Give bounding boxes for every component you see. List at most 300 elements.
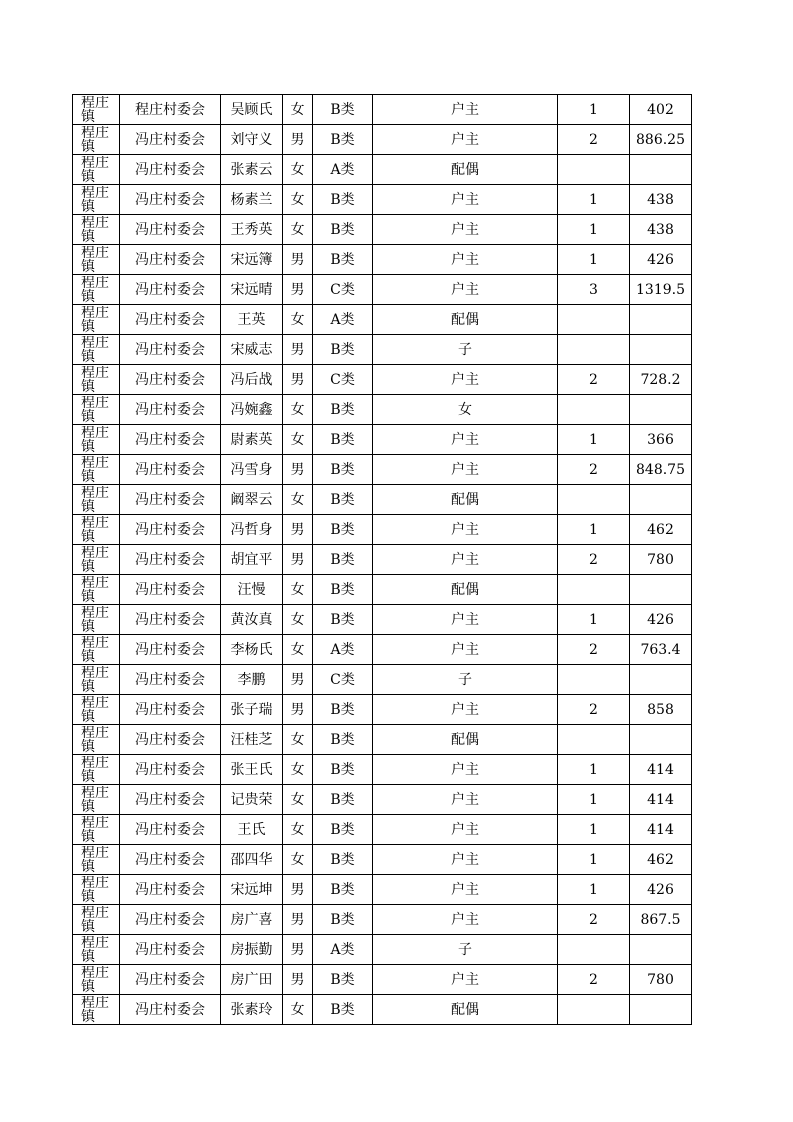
- category-cell: B类: [313, 125, 373, 155]
- name-cell: 宋远簿: [221, 245, 283, 275]
- relation-cell: 户主: [373, 695, 558, 725]
- name-cell: 李鹏: [221, 665, 283, 695]
- count-cell: 1: [558, 845, 630, 875]
- category-cell: B类: [313, 875, 373, 905]
- table-row: [73, 245, 692, 275]
- name-cell: 房广田: [221, 965, 283, 995]
- gender-cell: 男: [283, 515, 313, 545]
- village-cell: 冯庄村委会: [120, 335, 221, 365]
- count-cell: 1: [558, 425, 630, 455]
- relation-cell: 户主: [373, 425, 558, 455]
- count-cell: 1: [558, 815, 630, 845]
- village-cell: 冯庄村委会: [120, 485, 221, 515]
- relation-cell: 配偶: [373, 155, 558, 185]
- gender-cell: 女: [283, 635, 313, 665]
- amount-cell: 462: [630, 515, 692, 545]
- gender-cell: 女: [283, 305, 313, 335]
- town-text: 程庄镇: [81, 606, 109, 634]
- table-row: [73, 335, 692, 365]
- town-cell: [73, 425, 120, 455]
- amount-cell: 780: [630, 965, 692, 995]
- town-text: 程庄镇: [81, 636, 109, 664]
- town-text: 程庄镇: [81, 666, 109, 694]
- town-text: 程庄镇: [81, 846, 109, 874]
- relation-cell: 户主: [373, 875, 558, 905]
- amount-cell: 728.2: [630, 365, 692, 395]
- relation-cell: 子: [373, 665, 558, 695]
- category-cell: C类: [313, 665, 373, 695]
- name-cell: 刘守义: [221, 125, 283, 155]
- village-cell: 冯庄村委会: [120, 185, 221, 215]
- village-cell: 冯庄村委会: [120, 695, 221, 725]
- town-text: 程庄镇: [81, 756, 109, 784]
- amount-cell: 414: [630, 755, 692, 785]
- town-cell: [73, 515, 120, 545]
- table-row: [73, 605, 692, 635]
- relation-cell: 户主: [373, 365, 558, 395]
- count-cell: 1: [558, 875, 630, 905]
- name-cell: 汪桂芝: [221, 725, 283, 755]
- amount-cell: [630, 935, 692, 965]
- gender-cell: 男: [283, 935, 313, 965]
- village-cell: 冯庄村委会: [120, 305, 221, 335]
- name-cell: 张子瑞: [221, 695, 283, 725]
- table-row: [73, 755, 692, 785]
- town-text: 程庄镇: [81, 456, 109, 484]
- gender-cell: 女: [283, 845, 313, 875]
- count-cell: [558, 485, 630, 515]
- name-cell: 冯后战: [221, 365, 283, 395]
- name-cell: 阚翠云: [221, 485, 283, 515]
- count-cell: 2: [558, 965, 630, 995]
- town-cell: [73, 845, 120, 875]
- name-cell: 冯婉鑫: [221, 395, 283, 425]
- category-cell: A类: [313, 305, 373, 335]
- category-cell: B类: [313, 215, 373, 245]
- category-cell: B类: [313, 455, 373, 485]
- village-cell: 冯庄村委会: [120, 905, 221, 935]
- table-row: [73, 995, 692, 1025]
- town-cell: [73, 395, 120, 425]
- amount-cell: 763.4: [630, 635, 692, 665]
- count-cell: 1: [558, 785, 630, 815]
- count-cell: [558, 305, 630, 335]
- category-cell: B类: [313, 845, 373, 875]
- town-text: 程庄镇: [81, 906, 109, 934]
- category-cell: B类: [313, 95, 373, 125]
- village-cell: 冯庄村委会: [120, 605, 221, 635]
- amount-cell: 426: [630, 875, 692, 905]
- table-row: [73, 125, 692, 155]
- village-cell: 冯庄村委会: [120, 365, 221, 395]
- relation-cell: 子: [373, 935, 558, 965]
- village-cell: 冯庄村委会: [120, 935, 221, 965]
- table-row: [73, 725, 692, 755]
- village-cell: 冯庄村委会: [120, 965, 221, 995]
- name-cell: 张素云: [221, 155, 283, 185]
- town-cell: [73, 545, 120, 575]
- amount-cell: 366: [630, 425, 692, 455]
- relation-cell: 配偶: [373, 575, 558, 605]
- table-row: [73, 395, 692, 425]
- amount-cell: 402: [630, 95, 692, 125]
- name-cell: 张素玲: [221, 995, 283, 1025]
- name-cell: 房振勤: [221, 935, 283, 965]
- gender-cell: 男: [283, 545, 313, 575]
- gender-cell: 男: [283, 455, 313, 485]
- amount-cell: 438: [630, 215, 692, 245]
- town-text: 程庄镇: [81, 336, 109, 364]
- amount-cell: 886.25: [630, 125, 692, 155]
- relation-cell: 户主: [373, 785, 558, 815]
- village-cell: 冯庄村委会: [120, 215, 221, 245]
- table-row: [73, 635, 692, 665]
- amount-cell: 1319.5: [630, 275, 692, 305]
- table-row: [73, 215, 692, 245]
- table-row: [73, 935, 692, 965]
- name-cell: 汪慢: [221, 575, 283, 605]
- table-row: [73, 95, 692, 125]
- count-cell: 2: [558, 695, 630, 725]
- name-cell: 尉素英: [221, 425, 283, 455]
- count-cell: 2: [558, 905, 630, 935]
- count-cell: 2: [558, 545, 630, 575]
- town-text: 程庄镇: [81, 366, 109, 394]
- amount-cell: [630, 305, 692, 335]
- relation-cell: 子: [373, 335, 558, 365]
- category-cell: A类: [313, 635, 373, 665]
- count-cell: [558, 395, 630, 425]
- category-cell: C类: [313, 275, 373, 305]
- count-cell: [558, 335, 630, 365]
- relation-cell: 户主: [373, 545, 558, 575]
- town-cell: [73, 605, 120, 635]
- town-text: 程庄镇: [81, 966, 109, 994]
- relation-cell: 户主: [373, 755, 558, 785]
- category-cell: B类: [313, 965, 373, 995]
- town-text: 程庄镇: [81, 576, 109, 604]
- category-cell: C类: [313, 365, 373, 395]
- village-cell: 程庄村委会: [120, 95, 221, 125]
- relation-cell: 户主: [373, 845, 558, 875]
- gender-cell: 男: [283, 275, 313, 305]
- village-cell: 冯庄村委会: [120, 635, 221, 665]
- roster-table: [72, 94, 692, 1025]
- town-cell: [73, 215, 120, 245]
- town-cell: [73, 965, 120, 995]
- relation-cell: 女: [373, 395, 558, 425]
- town-text: 程庄镇: [81, 126, 109, 154]
- relation-cell: 户主: [373, 815, 558, 845]
- count-cell: 1: [558, 515, 630, 545]
- relation-cell: 配偶: [373, 305, 558, 335]
- category-cell: B类: [313, 575, 373, 605]
- village-cell: 冯庄村委会: [120, 515, 221, 545]
- relation-cell: 户主: [373, 905, 558, 935]
- name-cell: 黄汝真: [221, 605, 283, 635]
- table-row: [73, 365, 692, 395]
- category-cell: B类: [313, 395, 373, 425]
- category-cell: B类: [313, 755, 373, 785]
- name-cell: 宋远坤: [221, 875, 283, 905]
- village-cell: 冯庄村委会: [120, 755, 221, 785]
- count-cell: 1: [558, 185, 630, 215]
- town-text: 程庄镇: [81, 726, 109, 754]
- relation-cell: 户主: [373, 965, 558, 995]
- town-text: 程庄镇: [81, 486, 109, 514]
- count-cell: [558, 575, 630, 605]
- town-text: 程庄镇: [81, 396, 109, 424]
- town-text: 程庄镇: [81, 156, 109, 184]
- amount-cell: 848.75: [630, 455, 692, 485]
- town-text: 程庄镇: [81, 96, 109, 124]
- relation-cell: 户主: [373, 605, 558, 635]
- category-cell: B类: [313, 725, 373, 755]
- town-cell: [73, 755, 120, 785]
- gender-cell: 男: [283, 965, 313, 995]
- village-cell: 冯庄村委会: [120, 575, 221, 605]
- town-text: 程庄镇: [81, 786, 109, 814]
- relation-cell: 户主: [373, 515, 558, 545]
- count-cell: 2: [558, 125, 630, 155]
- category-cell: A类: [313, 155, 373, 185]
- count-cell: 2: [558, 365, 630, 395]
- gender-cell: 男: [283, 665, 313, 695]
- count-cell: [558, 935, 630, 965]
- relation-cell: 配偶: [373, 725, 558, 755]
- gender-cell: 女: [283, 755, 313, 785]
- gender-cell: 女: [283, 425, 313, 455]
- amount-cell: [630, 155, 692, 185]
- count-cell: 1: [558, 245, 630, 275]
- name-cell: 冯雪身: [221, 455, 283, 485]
- town-cell: [73, 365, 120, 395]
- category-cell: B类: [313, 905, 373, 935]
- count-cell: [558, 665, 630, 695]
- table-row: [73, 425, 692, 455]
- relation-cell: 户主: [373, 275, 558, 305]
- count-cell: [558, 995, 630, 1025]
- town-cell: [73, 995, 120, 1025]
- gender-cell: 女: [283, 395, 313, 425]
- town-text: 程庄镇: [81, 276, 109, 304]
- town-cell: [73, 815, 120, 845]
- amount-cell: 438: [630, 185, 692, 215]
- gender-cell: 男: [283, 335, 313, 365]
- table-row: [73, 905, 692, 935]
- village-cell: 冯庄村委会: [120, 995, 221, 1025]
- category-cell: B类: [313, 515, 373, 545]
- amount-cell: [630, 575, 692, 605]
- gender-cell: 女: [283, 725, 313, 755]
- amount-cell: [630, 725, 692, 755]
- name-cell: 宋威志: [221, 335, 283, 365]
- gender-cell: 女: [283, 785, 313, 815]
- gender-cell: 男: [283, 245, 313, 275]
- village-cell: 冯庄村委会: [120, 815, 221, 845]
- category-cell: B类: [313, 545, 373, 575]
- town-cell: [73, 635, 120, 665]
- town-cell: [73, 275, 120, 305]
- town-cell: [73, 785, 120, 815]
- table-row: [73, 305, 692, 335]
- relation-cell: 配偶: [373, 995, 558, 1025]
- name-cell: 王英: [221, 305, 283, 335]
- table-row: [73, 185, 692, 215]
- category-cell: B类: [313, 485, 373, 515]
- gender-cell: 女: [283, 485, 313, 515]
- town-cell: [73, 455, 120, 485]
- town-cell: [73, 935, 120, 965]
- amount-cell: 858: [630, 695, 692, 725]
- gender-cell: 女: [283, 815, 313, 845]
- table-row: [73, 485, 692, 515]
- count-cell: [558, 725, 630, 755]
- town-cell: [73, 95, 120, 125]
- town-cell: [73, 185, 120, 215]
- name-cell: 记贵荣: [221, 785, 283, 815]
- count-cell: 3: [558, 275, 630, 305]
- town-cell: [73, 905, 120, 935]
- table-row: [73, 785, 692, 815]
- village-cell: 冯庄村委会: [120, 425, 221, 455]
- gender-cell: 男: [283, 365, 313, 395]
- village-cell: 冯庄村委会: [120, 395, 221, 425]
- relation-cell: 户主: [373, 95, 558, 125]
- name-cell: 张王氏: [221, 755, 283, 785]
- name-cell: 李杨氏: [221, 635, 283, 665]
- table-row: [73, 695, 692, 725]
- amount-cell: [630, 485, 692, 515]
- town-text: 程庄镇: [81, 426, 109, 454]
- amount-cell: 780: [630, 545, 692, 575]
- gender-cell: 女: [283, 605, 313, 635]
- category-cell: B类: [313, 605, 373, 635]
- table-row: [73, 545, 692, 575]
- category-cell: B类: [313, 335, 373, 365]
- gender-cell: 男: [283, 695, 313, 725]
- relation-cell: 户主: [373, 125, 558, 155]
- name-cell: 王秀英: [221, 215, 283, 245]
- gender-cell: 女: [283, 995, 313, 1025]
- amount-cell: 426: [630, 605, 692, 635]
- town-text: 程庄镇: [81, 936, 109, 964]
- town-cell: [73, 665, 120, 695]
- town-text: 程庄镇: [81, 696, 109, 724]
- gender-cell: 女: [283, 215, 313, 245]
- amount-cell: 867.5: [630, 905, 692, 935]
- name-cell: 王氏: [221, 815, 283, 845]
- count-cell: 1: [558, 95, 630, 125]
- name-cell: 冯哲身: [221, 515, 283, 545]
- amount-cell: 414: [630, 785, 692, 815]
- town-text: 程庄镇: [81, 246, 109, 274]
- town-text: 程庄镇: [81, 996, 109, 1024]
- category-cell: A类: [313, 935, 373, 965]
- town-text: 程庄镇: [81, 546, 109, 574]
- village-cell: 冯庄村委会: [120, 155, 221, 185]
- count-cell: 2: [558, 635, 630, 665]
- town-cell: [73, 155, 120, 185]
- town-cell: [73, 695, 120, 725]
- amount-cell: [630, 335, 692, 365]
- village-cell: 冯庄村委会: [120, 665, 221, 695]
- category-cell: B类: [313, 425, 373, 455]
- table-row: [73, 575, 692, 605]
- category-cell: B类: [313, 695, 373, 725]
- table-row: [73, 155, 692, 185]
- town-cell: [73, 245, 120, 275]
- relation-cell: 户主: [373, 635, 558, 665]
- name-cell: 杨素兰: [221, 185, 283, 215]
- name-cell: 邵四华: [221, 845, 283, 875]
- category-cell: B类: [313, 785, 373, 815]
- category-cell: B类: [313, 815, 373, 845]
- amount-cell: [630, 995, 692, 1025]
- relation-cell: 户主: [373, 215, 558, 245]
- village-cell: 冯庄村委会: [120, 785, 221, 815]
- category-cell: B类: [313, 245, 373, 275]
- table-row: [73, 455, 692, 485]
- amount-cell: 414: [630, 815, 692, 845]
- village-cell: 冯庄村委会: [120, 845, 221, 875]
- name-cell: 胡宜平: [221, 545, 283, 575]
- count-cell: 1: [558, 755, 630, 785]
- town-cell: [73, 485, 120, 515]
- category-cell: B类: [313, 995, 373, 1025]
- table-row: [73, 275, 692, 305]
- count-cell: 2: [558, 455, 630, 485]
- village-cell: 冯庄村委会: [120, 545, 221, 575]
- town-cell: [73, 335, 120, 365]
- town-text: 程庄镇: [81, 816, 109, 844]
- gender-cell: 女: [283, 185, 313, 215]
- village-cell: 冯庄村委会: [120, 455, 221, 485]
- gender-cell: 女: [283, 95, 313, 125]
- count-cell: 1: [558, 605, 630, 635]
- village-cell: 冯庄村委会: [120, 875, 221, 905]
- count-cell: 1: [558, 215, 630, 245]
- gender-cell: 女: [283, 155, 313, 185]
- gender-cell: 男: [283, 875, 313, 905]
- name-cell: 吴顾氏: [221, 95, 283, 125]
- town-text: 程庄镇: [81, 306, 109, 334]
- relation-cell: 配偶: [373, 485, 558, 515]
- name-cell: 宋远晴: [221, 275, 283, 305]
- town-cell: [73, 725, 120, 755]
- gender-cell: 男: [283, 125, 313, 155]
- table-row: [73, 875, 692, 905]
- amount-cell: [630, 665, 692, 695]
- category-cell: B类: [313, 185, 373, 215]
- town-text: 程庄镇: [81, 876, 109, 904]
- town-cell: [73, 305, 120, 335]
- amount-cell: [630, 395, 692, 425]
- amount-cell: 426: [630, 245, 692, 275]
- roster-body: [73, 95, 692, 1025]
- table-row: [73, 845, 692, 875]
- table-row: [73, 815, 692, 845]
- relation-cell: 户主: [373, 185, 558, 215]
- name-cell: 房广喜: [221, 905, 283, 935]
- amount-cell: 462: [630, 845, 692, 875]
- table-row: [73, 515, 692, 545]
- village-cell: 冯庄村委会: [120, 275, 221, 305]
- village-cell: 冯庄村委会: [120, 245, 221, 275]
- relation-cell: 户主: [373, 455, 558, 485]
- town-cell: [73, 575, 120, 605]
- town-text: 程庄镇: [81, 216, 109, 244]
